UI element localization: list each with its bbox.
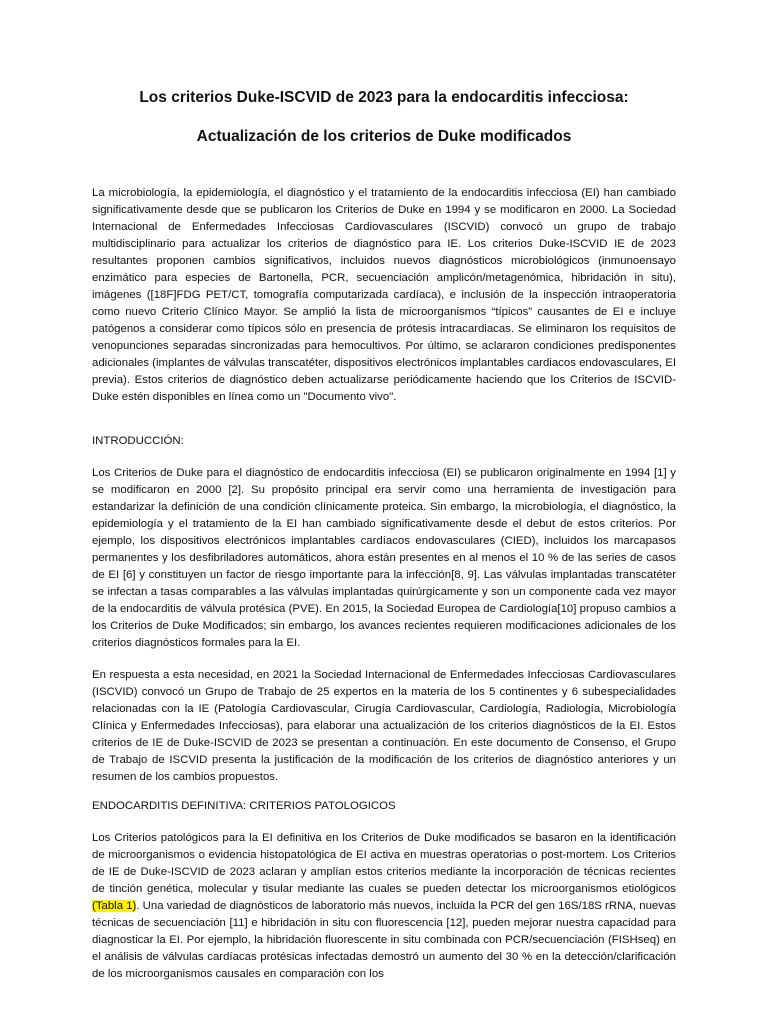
introduction-heading: INTRODUCCIÓN: — [92, 435, 184, 447]
table-1-reference-highlight[interactable]: (Tabla 1) — [92, 900, 137, 912]
introduction-paragraph-1: Los Criterios de Duke para el diagnóstico de endocarditis infecciosa (EI) se publicaron originalmente en 1994 [1] y se modificaron en 2000 [2]. Su propósito principal era servir como una herramienta de investigación para estandarizar la definición de una condición clínicamente proteica. Sin embargo, la microbiología, el diagnóstico, la epidemiología y el tratamiento de la EI han cambiado significativamente desde el debut de estos criterios. Por ejemplo, los dispositivos electrónicos implantables cardíacos endovasculares (CIED), incluidos los marcapasos permanentes y los desfibriladores automáticos, ahora están presentes en al menos el 10 % de las series de casos de EI [6] y constituyen un factor de riesgo importante para la infección[8, 9]. Las válvulas implantadas transcatéter se infectan a tasas comparables a las válvulas implantadas quirúrgicamente y son un componente cada vez mayor de la endocarditis de válvula protésica (PVE). En 2015, la Sociedad Europea de Cardiología[10] propuso cambios a los Criterios de Duke Modificados; sin embargo, los avances recientes requieren modificaciones adicionales de los criterios diagnósticos formales para la EI. — [92, 467, 676, 649]
paragraph-text-end: . Una variedad de diagnósticos de laboratorio más nuevos, incluida la PCR del gen 16S/18S rRNA, nuevas técnicas de secuenciación [11] e hibridación in situ con fluorescencia [12], pueden mejorar nuestra capacidad para diagnosticar la EI. Por ejemplo, la hibridación fluorescente in situ combinada con PCR/secuenciación (FISHseq) en el análisis de válvulas cardíacas protésicas infectadas demostró un aumento del 30 % en la detección/clarificación de los microorganismos causales en comparación con los — [92, 900, 676, 980]
abstract-paragraph: La microbiología, la epidemiología, el diagnóstico y el tratamiento de la endocarditis infecciosa (EI) han cambiado significativamente desde que se publicaron los Criterios de Duke en 1994 y se modificaron en 2000. La Sociedad Internacional de Enfermedades Infecciosas Cardiovasculares (ISCVID) convocó un grupo de trabajo multidisciplinario para actualizar los criterios de diagnóstico para IE. Los criterios Duke-ISCVID IE de 2023 resultantes proponen cambios significativos, incluidos nuevos diagnósticos microbiológicos (inmunoensayo enzimático para especies de Bartonella, PCR, secuenciación amplicón/metagenómica, hibridación in situ), imágenes ([18F]FDG PET/CT, tomografía computarizada cardíaca), e inclusión de la inspección intraoperatoria como nuevo Criterio Clínico Mayor. Se amplió la lista de microorganismos “típicos” causantes de EI e incluye patógenos a considerar como típicos sólo en presencia de prótesis intracardiacas. Se eliminaron los requisitos de venopunciones separadas sincronizadas para hemocultivos. Por último, se aclararon condiciones predisponentes adicionales (implantes de válvulas transcatéter, dispositivos electrónicos implantables cardiacos endovasculares, EI previa). Estos criterios de diagnóstico deben actualizarse periódicamente haciendo que los Criterios de ISCVID-Duke estén disponibles en línea como un "Documento vivo". — [92, 187, 676, 403]
pathologic-criteria-paragraph — [92, 830, 676, 983]
section-heading-pathologic-criteria: ENDOCARDITIS DEFINITIVA: CRITERIOS PATOLOGICOS — [92, 800, 396, 812]
introduction-paragraph-2: En respuesta a esta necesidad, en 2021 la Sociedad Internacional de Enfermedades Infecciosas Cardiovasculares (ISCVID) convocó un Grupo de Trabajo de 25 expertos en la materia de los 5 continentes y 6 subespecialidades relacionadas con la IE (Patología Cardiovascular, Cirugía Cardiovascular, Cardiología, Radiología, Microbiología Clínica y Enfermedades Infecciosas), para elaborar una actualización de los criterios diagnósticos de la EI. Estos criterios de IE de Duke-ISCVID de 2023 se presentan a continuación. En este documento de Consenso, el Grupo de Trabajo de ISCVID presenta la justificación de la modificación de los criterios de diagnóstico anteriores y un resumen de los cambios propuestos. — [92, 669, 676, 783]
paragraph-text-start: Los Criterios patológicos para la EI definitiva en los Criterios de Duke modificados se basaron en la identificación de microorganismos o evidencia histopatológica de EI activa en muestras operatorias o post-mortem. Los Criterios de IE de Duke-ISCVID de 2023 aclaran y amplían estos criterios mediante la incorporación de técnicas recientes de tinción genética, molecular y tisular mediante las cuales se pueden detectar los microorganismos etiológicos — [92, 832, 676, 895]
document-subtitle: Actualización de los criterios de Duke modificados — [196, 128, 572, 145]
document-title: Los criterios Duke-ISCVID de 2023 para la endocarditis infecciosa: — [139, 89, 629, 106]
